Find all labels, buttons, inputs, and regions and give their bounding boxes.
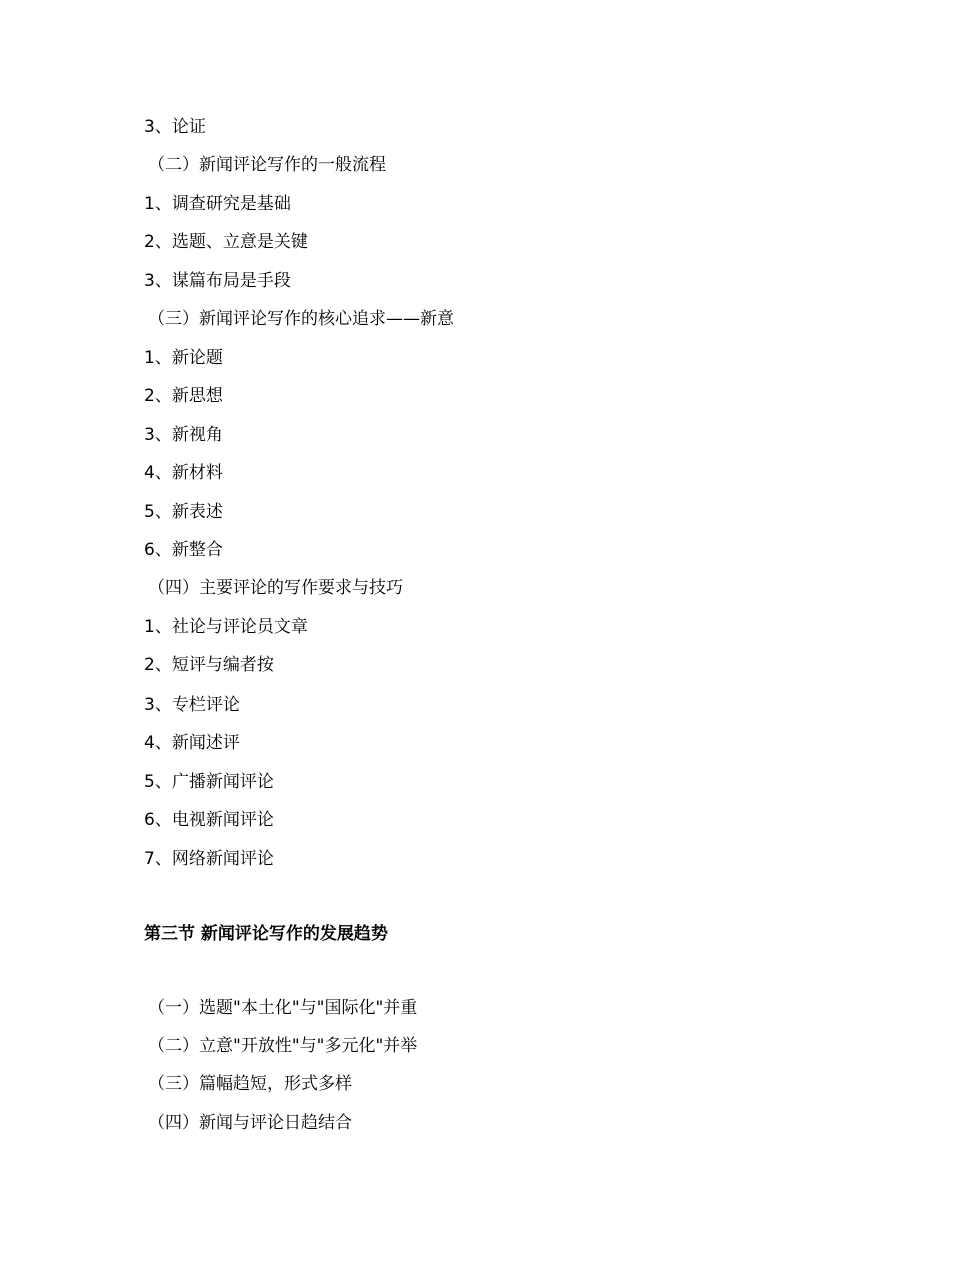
subsection-title: （四）主要评论的写作要求与技巧	[148, 578, 403, 598]
list-item: 6、新整合	[144, 540, 223, 560]
list-item: 1、社论与评论员文章	[144, 617, 308, 637]
section-heading: 第三节 新闻评论写作的发展趋势	[144, 924, 388, 944]
list-item: 3、谋篇布局是手段	[144, 271, 291, 291]
list-item: 5、新表述	[144, 502, 223, 522]
list-item: 1、新论题	[144, 348, 223, 368]
list-item: 3、论证	[144, 117, 206, 137]
list-item: 2、新思想	[144, 386, 223, 406]
subsection-title: （二）新闻评论写作的一般流程	[148, 155, 386, 175]
list-item: （二）立意"开放性"与"多元化"并举	[148, 1036, 418, 1056]
list-item: 2、短评与编者按	[144, 655, 274, 675]
list-item: 3、专栏评论	[144, 695, 240, 715]
list-item: 5、广播新闻评论	[144, 772, 274, 792]
list-item: （四）新闻与评论日趋结合	[148, 1113, 352, 1133]
list-item: （三）篇幅趋短，形式多样	[148, 1074, 352, 1094]
list-item: （一）选题"本土化"与"国际化"并重	[148, 998, 418, 1018]
list-item: 4、新材料	[144, 463, 223, 483]
subsection-title: （三）新闻评论写作的核心追求——新意	[148, 309, 454, 329]
list-item: 2、选题、立意是关键	[144, 232, 308, 252]
list-item: 3、新视角	[144, 425, 223, 445]
list-item: 7、网络新闻评论	[144, 849, 274, 869]
list-item: 1、调查研究是基础	[144, 194, 291, 214]
list-item: 6、电视新闻评论	[144, 810, 274, 830]
list-item: 4、新闻述评	[144, 733, 240, 753]
